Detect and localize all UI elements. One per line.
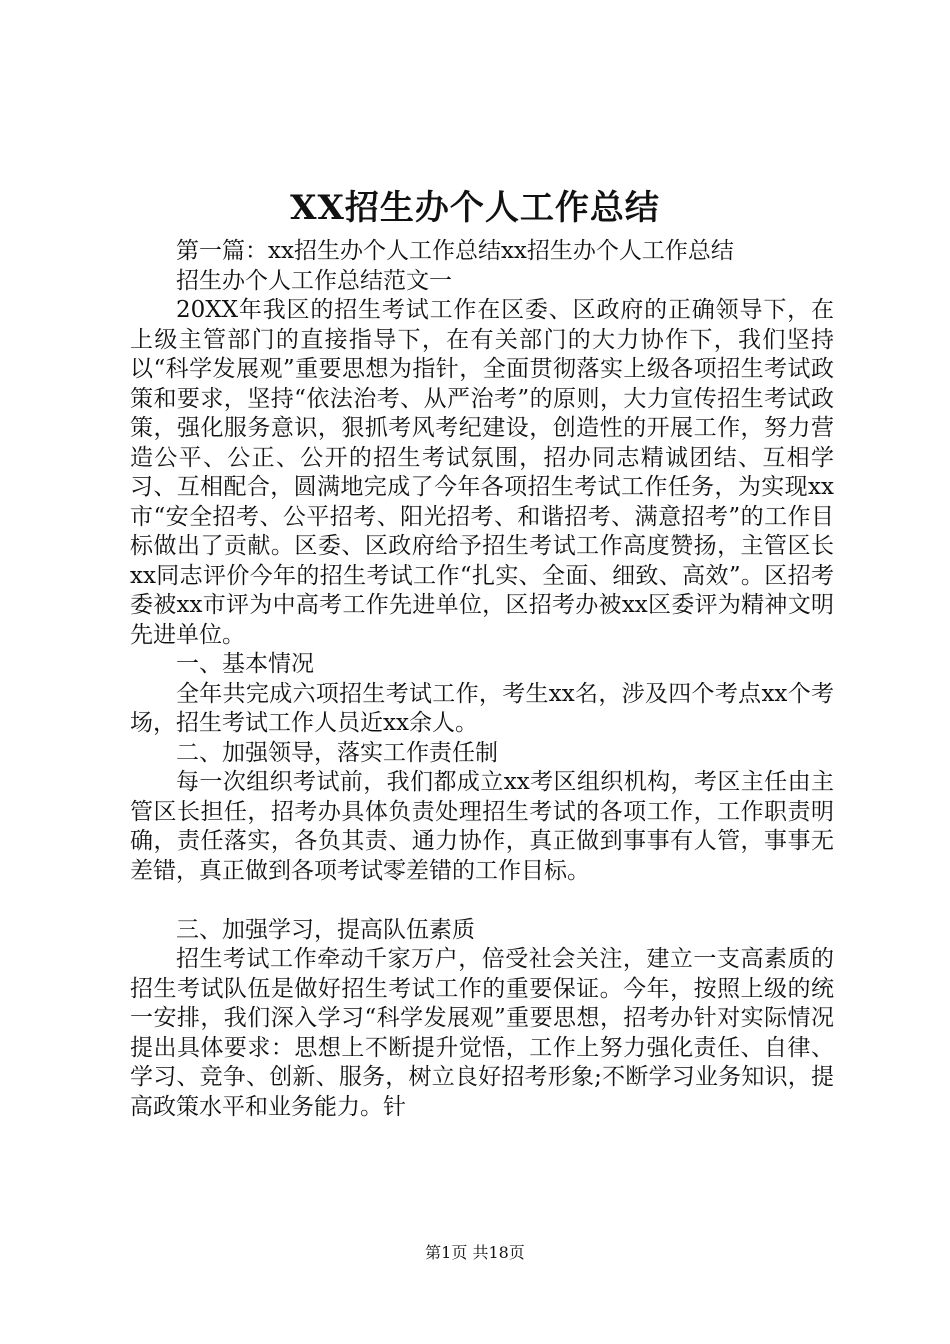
document-title: XX招生办个人工作总结 (290, 188, 660, 228)
paragraph-leadership: 每一次组织考试前，我们都成立xx考区组织机构，考区主任由主管区长担任，招考办具体负责处理招生考试的各项工作，工作职责明确，责任落实，各负其责、通力协作，真正做到事事有人管，事事无差错，真正做到各项考试零差错的工作目标。 (130, 769, 834, 884)
section-heading-learning: 三、加强学习，提高队伍素质 (176, 916, 475, 943)
page-footer: 第1页 共18页 (425, 1243, 525, 1262)
paragraph-intro: 20XX年我区的招生考试工作在区委、区政府的正确领导下，在上级主管部门的直接指导下，在有关部门的大力协作下，我们坚持以“科学发展观”重要思想为指针，全面贯彻落实上级各项招生考试政策和要求，坚持“依法治考、从严治考”的原则，大力宣传招生考试政策，强化服务意识，狠抓考风考纪建设，创造性的开展工作，努力营造公平、公正、公开的招生考试氛围，招办同志精诚团结、互相学习、互相配合，圆满地完成了今年各项招生考试工作任务，为实现xx市“安全招考、公平招考、阳光招考、和谐招考、满意招考”的工作目标做出了贡献。区委、区政府给予招生考试工作高度赞扬，主管区长xx同志评价今年的招生考试工作“扎实、全面、细致、高效”。区招考委被xx市评为中高考工作先进单位，区招考办被xx区委评为精神文明先进单位。 (130, 297, 834, 648)
paragraph-basic-situation: 全年共完成六项招生考试工作，考生xx名，涉及四个考点xx个考场，招生考试工作人员近xx余人。 (130, 680, 834, 736)
section-heading-leadership: 二、加强领导，落实工作责任制 (176, 739, 498, 766)
paragraph-part-heading: 第一篇：xx招生办个人工作总结xx招生办个人工作总结 (176, 238, 734, 264)
paragraph-learning: 招生考试工作牵动千家万户，倍受社会关注，建立一支高素质的招生考试队伍是做好招生考试工作的重要保证。今年，按照上级的统一安排，我们深入学习“科学发展观”重要思想，招考办针对实际情况提出具体要求：思想上不断提升觉悟，工作上努力强化责任、自律、学习、竞争、创新、服务，树立良好招考形象;不断学习业务知识，提高政策水平和业务能力。针 (130, 946, 834, 1120)
paragraph-subtitle: 招生办个人工作总结范文一 (176, 267, 452, 294)
section-heading-basic-situation: 一、基本情况 (176, 651, 314, 677)
blank-line (130, 886, 834, 916)
document-body (130, 237, 834, 1122)
